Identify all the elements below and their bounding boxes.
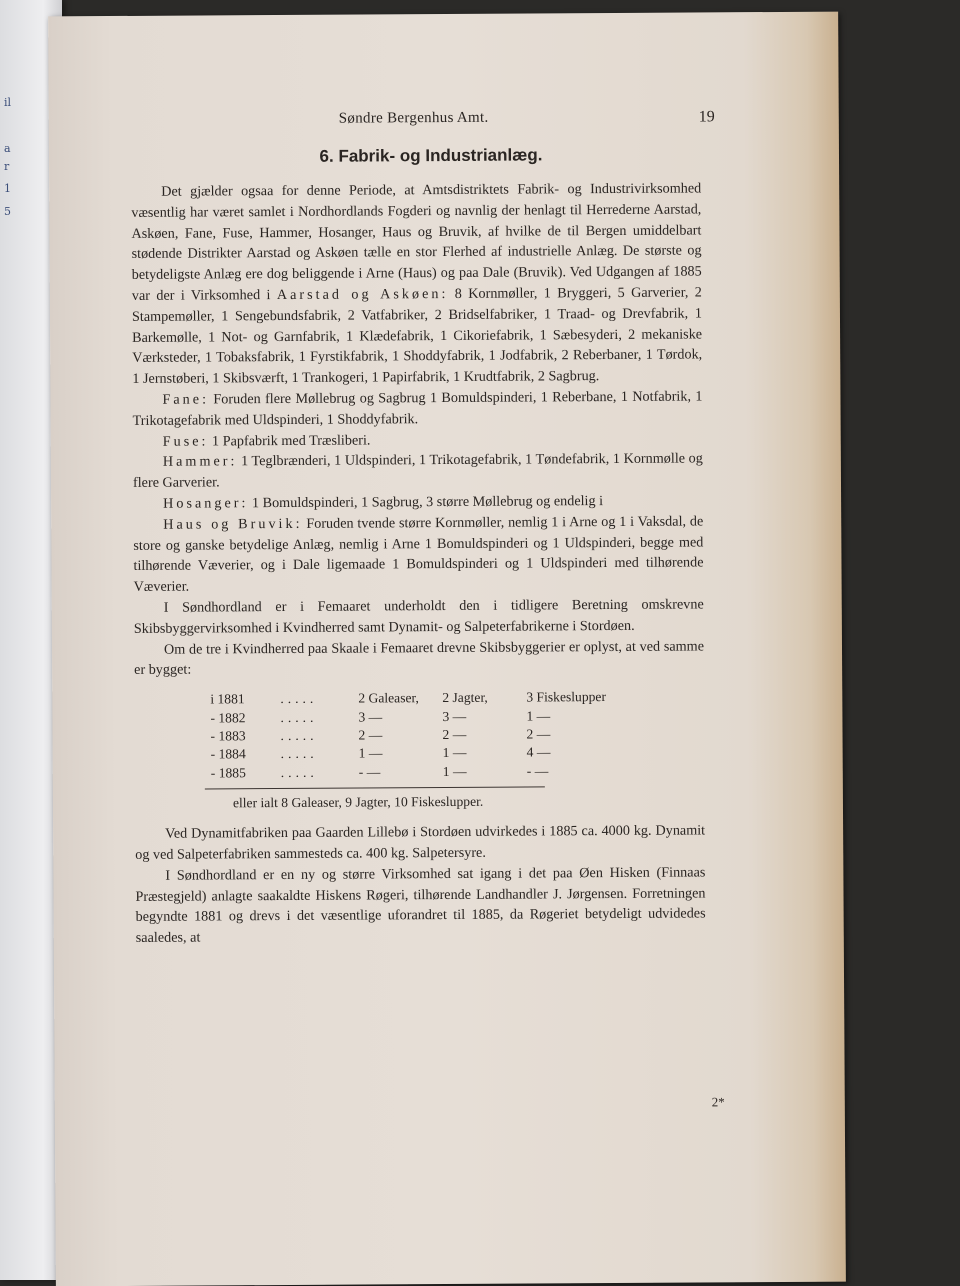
year-cell: - 1885 — [210, 764, 246, 781]
paragraph-text: Foruden tvende større Kornmøller, nemlig 1 i Arne og 1 i Vaksdal, de store og ganske betydelige Anlæg, nemlig i Arne 1 Bomuldspinderi og 1 Uldspinderi, begge med tilhørende Væverier, og i Dale ligemaade 1 Bomuldspinderi og 1 Uldspinderi med tilhørende Væverier. — [133, 513, 704, 596]
page-number: 19 — [698, 108, 715, 126]
fiskeslupper-cell: 2 — — [526, 726, 551, 742]
fiskeslupper-cell: 3 Fiskeslupper — [526, 689, 607, 705]
year-cell: - 1884 — [210, 746, 246, 762]
paragraph-text: 1 Teglbrænderi, 1 Uldspinderi, 1 Trikotagefabrik, 1 Tøndefabrik, 1 Kornmølle og flere Garverier. — [132, 450, 703, 492]
jagter-cell: 1 — — [442, 745, 467, 761]
paragraph-haus-bruvik — [133, 511, 703, 598]
jagter-cell: 2 Jagter, — [442, 689, 488, 706]
facing-page-fragment: a — [4, 142, 11, 155]
facing-page-fragment: il — [4, 96, 12, 109]
paragraph-skaale: Om de tre i Kvindherred paa Skaale i Femaaret drevne Skibsbyggerier er oplyst, at ved samme er bygget: — [134, 637, 705, 679]
leader-dots: ..... — [280, 746, 318, 762]
galeaser-cell: 1 — — [358, 745, 383, 761]
paragraph-nordhordland — [131, 178, 702, 389]
book-page — [48, 12, 846, 1286]
jagter-cell: 3 — — [442, 708, 467, 724]
year-cell: - 1882 — [210, 709, 246, 725]
running-title: Søndre Bergenhus Amt. — [338, 109, 489, 127]
year-cell: i 1881 — [210, 691, 245, 707]
fiskeslupper-cell: 4 — — [526, 744, 551, 760]
section-title: 6. Fabrik- og Industrianlæg. — [319, 145, 543, 166]
district-label: Aarstad og Askøen: — [276, 285, 449, 304]
district-label: Hosanger: — [163, 495, 249, 512]
district-label: Hammer: — [162, 453, 238, 471]
facing-page-fragment: r — [4, 160, 10, 173]
paragraph-text: Foruden flere Møllebrug og Sagbrug 1 Bomuldspinderi, 1 Reberbane, 1 Notfabrik, 1 Trikotagefabrik med Uldspinderi, 1 Shoddyfabrik. — [132, 388, 703, 429]
table-total: eller ialt 8 Galeaser, 9 Jagter, 10 Fiskeslupper. — [232, 793, 484, 811]
leader-dots: ..... — [280, 690, 318, 707]
fiskeslupper-cell: 1 — — [526, 707, 551, 724]
galeaser-cell: 3 — — [358, 708, 383, 725]
page-content — [131, 108, 725, 1110]
leader-dots: ..... — [280, 709, 318, 725]
galeaser-cell: - — — [358, 764, 381, 780]
paragraph-sondhordland: I Søndhordland er i Femaaret underholdt den i tidligere Beretning omskrevne Skibsbyggervirksomhed i Kvindherred samt Dynamit- og Salpeterfabrikerne i Stordøen. — [133, 596, 704, 637]
paragraph-text: 1 Papfabrik med Træsliberi. — [211, 432, 371, 449]
jagter-cell: 2 — — [442, 726, 467, 742]
table-row — [211, 761, 705, 782]
leader-dots: ..... — [280, 764, 318, 780]
facing-page-fragment: 5 — [4, 205, 11, 218]
jagter-cell: 1 — — [442, 763, 467, 779]
galeaser-cell: 2 — — [358, 727, 383, 743]
running-header — [131, 108, 715, 137]
signature-mark: 2* — [711, 1094, 725, 1110]
paragraph-text: 8 Kornmøller, 1 Bryggeri, 5 Garverier, 2 Stampemøller, 1 Sengebundsfabrik, 2 Vatfabriker, 2 Bridselfabriker, 1 Traad- og Drevfabrik, 1 Barkemølle, 1 Not- og Garnfabrik, 1 Klædefabrik, 1 Cikoriefabrik, 1 Sæbesyderi, 2 mekaniske Værksteder, 1 Tobaksfabrik, 1 Fyrstikfabrik, 1 Shoddyfabrik, 1 Jodfabrik, 2 Reberbaner, 1 Tørdok, 1 Jernstøberi, 1 Skibsværft, 1 Trankogeri, 1 Papirfabrik, 1 Krudtfabrik, 2 Sagbrug. — [131, 284, 703, 388]
leader-dots: ..... — [280, 727, 318, 743]
paragraph-text: 1 Bomuldspinderi, 1 Sagbrug, 3 større Møllebrug og endelig i — [251, 492, 604, 512]
paragraph-hammer — [133, 449, 703, 494]
district-label: Fuse: — [162, 433, 209, 450]
paragraph-dynamit: Ved Dynamitfabriken paa Gaarden Lillebø i Stordøen udvirkedes i 1885 ca. 4000 kg. Dynamit og ved Salpeterfabriken sammesteds ca. 400 kg. Salpetersyre. — [135, 822, 706, 863]
table-divider — [205, 787, 545, 790]
galeaser-cell: 2 Galeaser, — [358, 690, 419, 706]
paragraph-fane — [132, 386, 702, 431]
facing-page-fragment: 1 — [4, 182, 11, 195]
paragraph-text: Det gjælder ogsaa for denne Periode, at Amtsdistriktets Fabrik- og Industrivirksomhed væsentlig har været samlet i Nordhordlands Fogderi og navnlig der henlagt til Herrederne Aarstad, Askøen, Fane, Fuse, Hammer, Hosanger, Haus og Bruvik, af hvilke de til Bergen umiddelbart stødende Distrikter Aarstad og Askøen tælle en stor Flerhed af industrielle Anlæg. De største og betydeligste Anlæg ere dog beliggende i Arne (Haus) og paa Dale (Bruvik). Ved Udgangen af 1885 var der i Virksomhed i — [131, 180, 702, 304]
paragraph-hisken: I Søndhordland er en ny og større Virksomhed sat igang i det paa Øen Hisken (Finnaas Præstegjeld) anlagte saakaldte Hiskens Røgeri, tilhørende Landhandler J. Jørgensen. Forretningen begyndte 1881 og drevs i det væsentlige uforandret til 1885, da Røgeriet betydeligt udvidedes saaledes, at — [135, 864, 706, 947]
fiskeslupper-cell: - — — [526, 763, 549, 779]
year-cell: - 1883 — [210, 728, 246, 744]
district-label: Haus og Bruvik: — [163, 515, 303, 533]
district-label: Fane: — [162, 391, 210, 408]
shipbuilding-table — [210, 688, 705, 783]
